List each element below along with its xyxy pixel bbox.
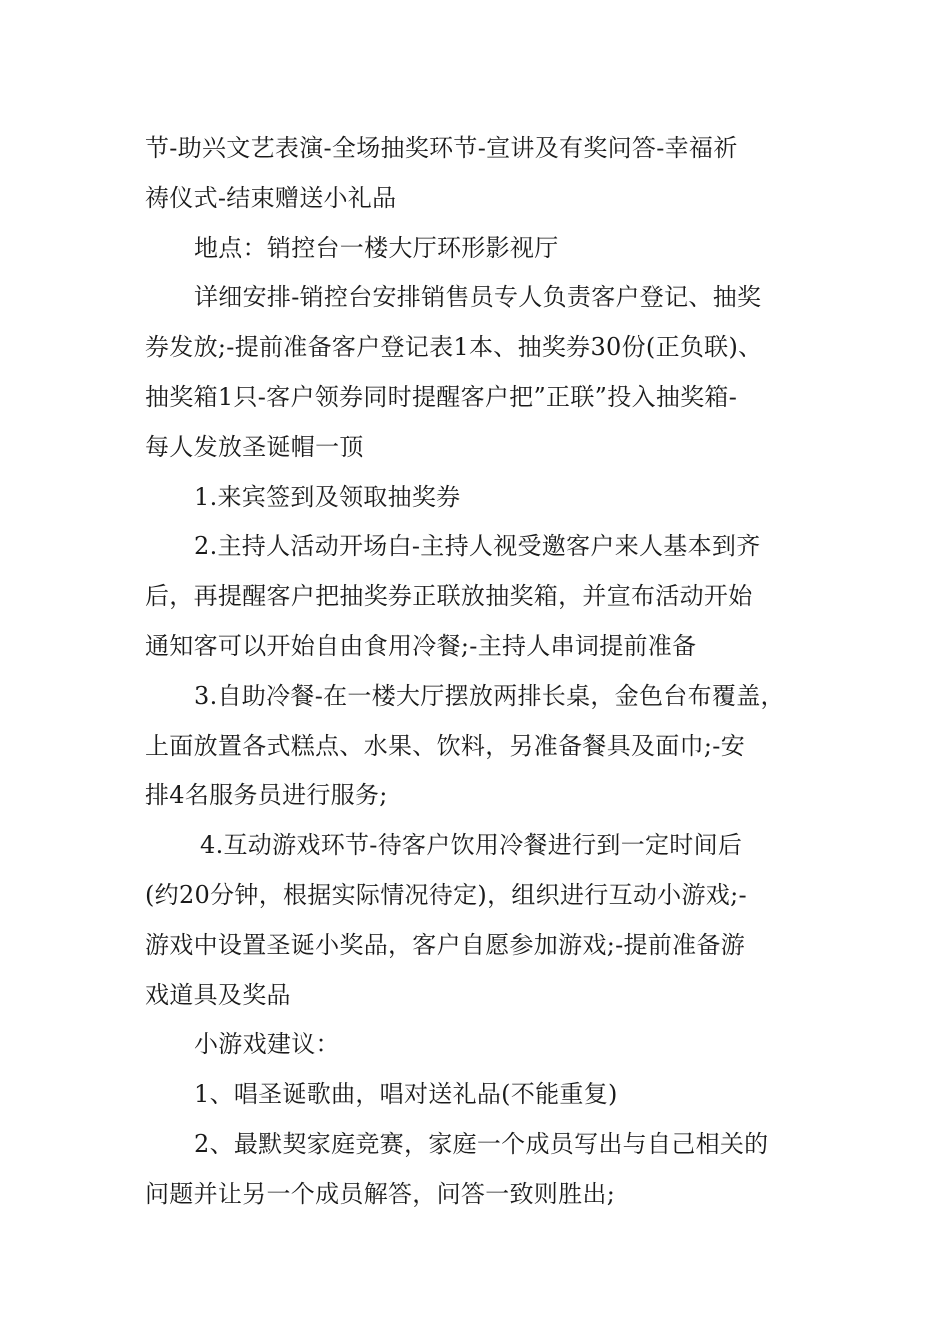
document-body xyxy=(145,124,815,1220)
text-line: 上面放置各式糕点、水果、饮料，另准备餐具及面巾;-安 xyxy=(145,731,745,760)
text-line: 戏道具及奖品 xyxy=(145,980,291,1009)
text-line: 券发放;-提前准备客户登记表1本、抽奖券30份(正负联)、 xyxy=(145,333,763,362)
text-line: 抽奖箱1只-客户领券同时提醒客户把”正联”投入抽奖箱- xyxy=(145,382,738,411)
text-line: 祷仪式-结束赠送小礼品 xyxy=(145,183,397,212)
arrangement-paragraph: 详细安排-销控台安排销售员专人负责客户登记、抽奖 xyxy=(194,283,762,312)
text-line: 问题并让另一个成员解答，问答一致则胜出; xyxy=(145,1179,616,1208)
text-line: 每人发放圣诞帽一顶 xyxy=(145,432,364,461)
step-3: 3.自助冷餐-在一楼大厅摆放两排长桌，金色台布覆盖， xyxy=(194,681,785,710)
text-line: 后，再提醒客户把抽奖券正联放抽奖箱，并宣布活动开始 xyxy=(145,582,753,611)
games-heading: 小游戏建议： xyxy=(194,1030,340,1059)
location-paragraph: 地点：销控台一楼大厅环形影视厅 xyxy=(194,233,559,262)
text-line: (约20分钟，根据实际情况待定)，组织进行互动小游戏;- xyxy=(145,880,747,909)
game-suggestion-1: 1、唱圣诞歌曲，唱对送礼品(不能重复) xyxy=(194,1080,618,1109)
text-line: 排4名服务员进行服务; xyxy=(145,781,388,810)
step-1: 1.来宾签到及领取抽奖券 xyxy=(194,482,461,511)
text-line: 通知客可以开始自由食用冷餐;-主持人串词提前准备 xyxy=(145,631,697,660)
step-2: 2.主持人活动开场白-主持人视受邀客户来人基本到齐 xyxy=(194,532,761,561)
step-4: 4.互动游戏环节-待客户饮用冷餐进行到一定时间后 xyxy=(200,831,743,860)
text-line: 节-助兴文艺表演-全场抽奖环节-宣讲及有奖问答-幸福祈 xyxy=(145,134,738,162)
text-line: 游戏中设置圣诞小奖品，客户自愿参加游戏;-提前准备游 xyxy=(145,930,745,959)
game-suggestion-2: 2、最默契家庭竞赛，家庭一个成员写出与自己相关的 xyxy=(194,1129,769,1158)
